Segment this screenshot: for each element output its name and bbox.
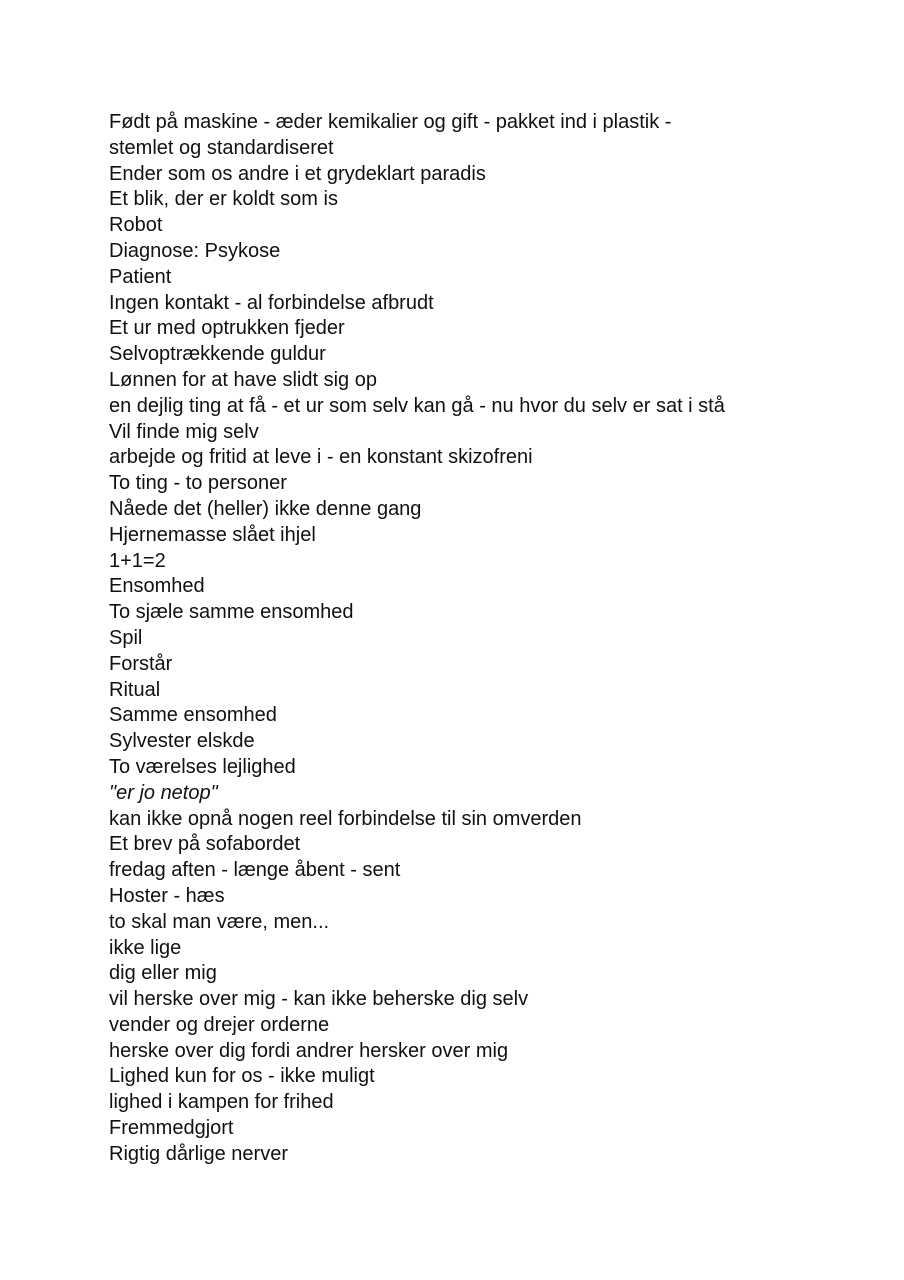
text-line: Ender som os andre i et grydeklart paradis [109,162,486,185]
text-line: kan ikke opnå nogen reel forbindelse til sin omverden [109,807,582,830]
text-line: Nåede det (heller) ikke denne gang [109,497,422,520]
text-line: Patient [109,265,172,288]
text-line: vil herske over mig - kan ikke beherske dig selv [109,988,529,1011]
text-line: Ritual [109,678,161,701]
text-line: Sylvester elskde [109,730,255,753]
text-line: stemlet og standardiseret [109,136,334,159]
text-line: Ensomhed [109,575,205,598]
text-line: Hoster - hæs [109,884,225,907]
text-line: Et brev på sofabordet [109,833,301,856]
text-line: To sjæle samme ensomhed [109,601,354,624]
text-line: Ingen kontakt - al forbindelse afbrudt [109,291,434,314]
text-line: "er jo netop" [109,781,218,804]
text-line: vender og drejer orderne [109,1013,330,1036]
text-line: To ting - to personer [109,472,287,495]
text-line: 1+1=2 [109,549,166,572]
text-line: Spil [109,626,143,649]
text-line: herske over dig fordi andrer hersker over mig [109,1039,509,1062]
text-line: Diagnose: Psykose [109,239,281,262]
text-line: To værelses lejlighed [109,755,296,778]
text-line: en dejlig ting at få - et ur som selv kan gå - nu hvor du selv er sat i stå [109,394,725,417]
text-line: Robot [109,214,163,237]
text-line: Rigtig dårlige nerver [109,1142,288,1165]
text-line: arbejde og fritid at leve i - en konstant skizofreni [109,446,533,469]
text-line: Forstår [109,652,173,675]
text-line: Lighed kun for os - ikke muligt [109,1065,375,1088]
text-line: fredag aften - længe åbent - sent [109,859,401,882]
text-line: Et blik, der er koldt som is [109,188,338,211]
text-line: Et ur med optrukken fjeder [109,317,345,340]
text-line: to skal man være, men... [109,910,330,933]
text-line: dig eller mig [109,962,217,985]
text-line: Samme ensomhed [109,704,277,727]
text-line: Vil finde mig selv [109,420,259,443]
poem-text-block [109,110,809,1168]
text-line: ikke lige [109,936,182,959]
text-line: Lønnen for at have slidt sig op [109,368,377,391]
text-line: Hjernemasse slået ihjel [109,523,316,546]
text-line: Selvoptrækkende guldur [109,343,326,366]
text-line: Født på maskine - æder kemikalier og gift - pakket ind i plastik - [109,111,672,133]
text-line: lighed i kampen for frihed [109,1091,334,1114]
text-line: Fremmedgjort [109,1117,234,1140]
